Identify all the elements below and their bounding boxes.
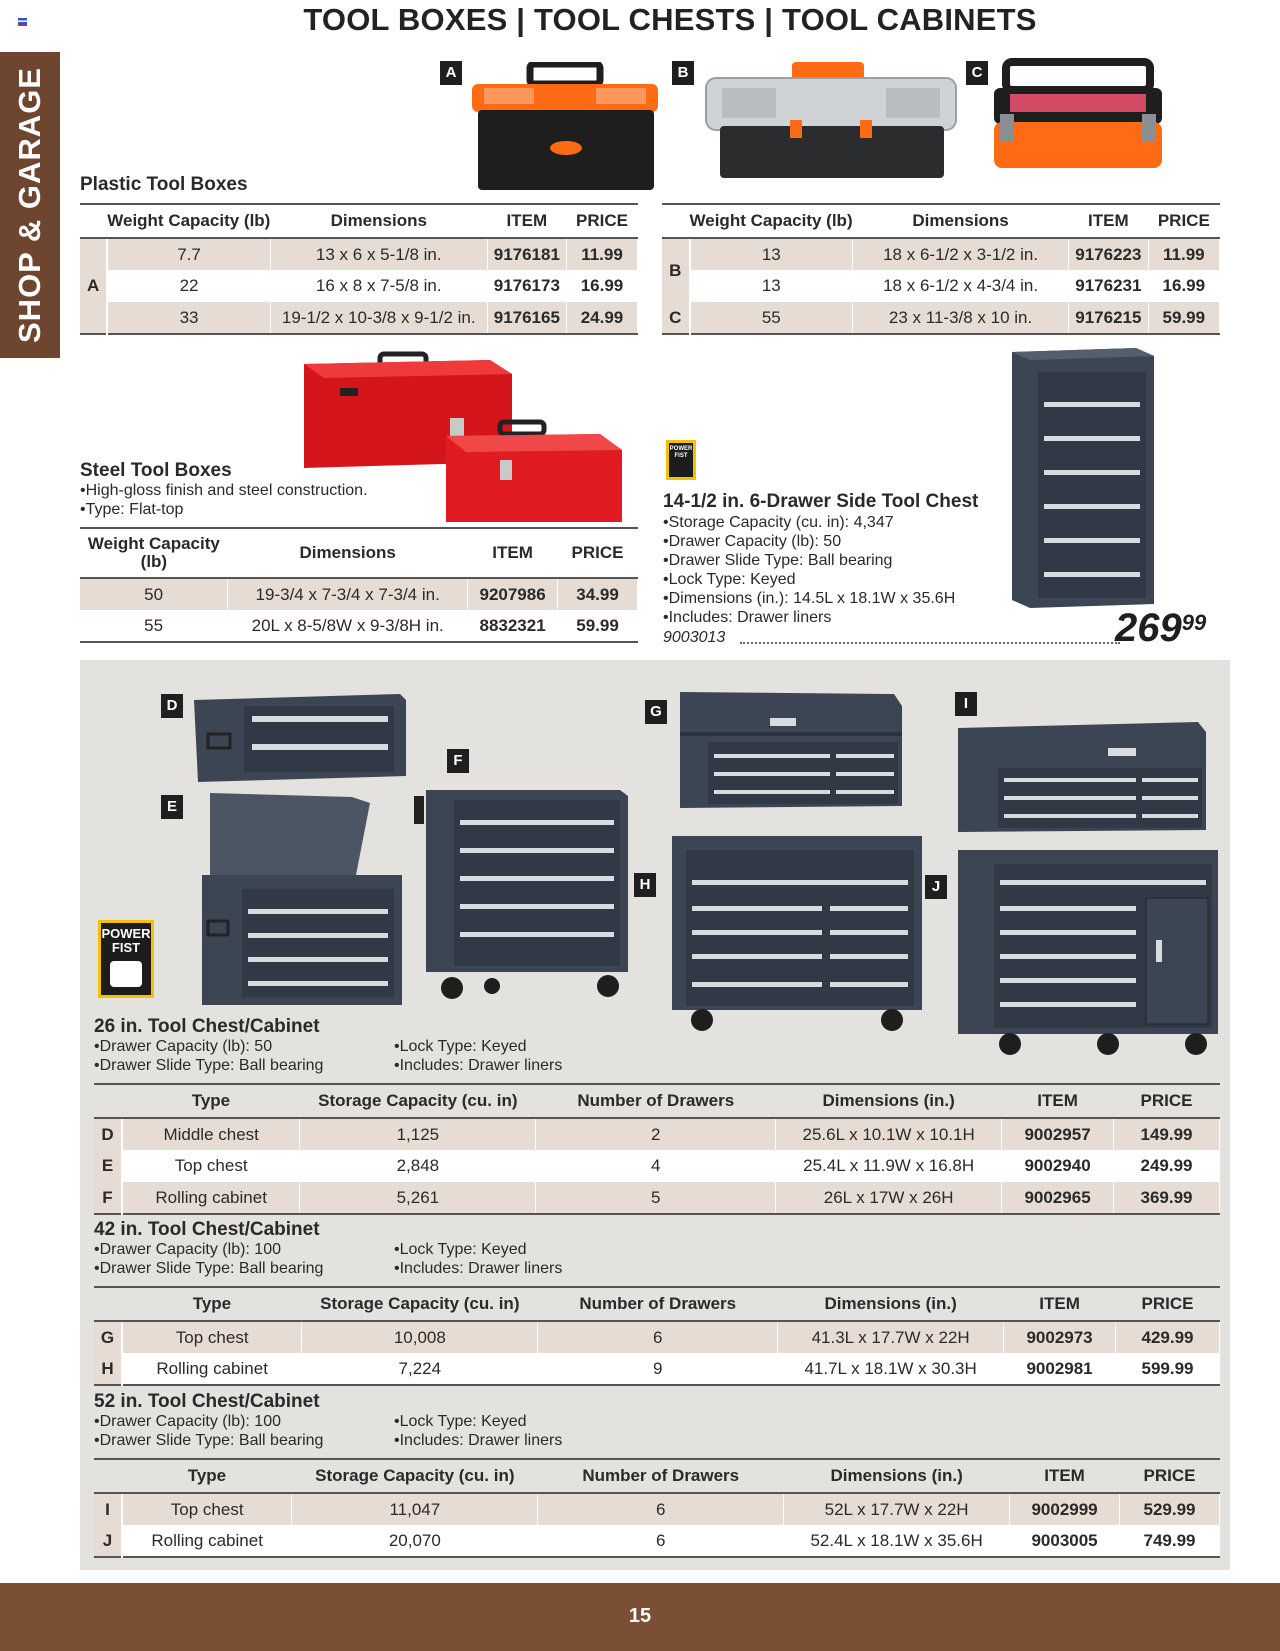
brand-text: FIST <box>674 453 688 459</box>
bullet-item: •Includes: Drawer liners <box>663 609 832 626</box>
rolling-cabinet-f-image <box>414 790 628 1002</box>
bullet-item: •Drawer Slide Type: Ball bearing <box>94 1260 324 1277</box>
side-chest-price <box>1115 606 1206 651</box>
bullet-item: •Lock Type: Keyed <box>394 1241 527 1258</box>
price-cell: 529.99 <box>1120 1493 1220 1525</box>
price-cell: 16.99 <box>1148 270 1219 302</box>
dimensions-cell: 52.4L x 18.1W x 35.6H <box>784 1525 1010 1557</box>
price-cell: 59.99 <box>1148 302 1219 334</box>
col-header: Number of Drawers <box>538 1459 784 1493</box>
type-cell: Middle chest <box>122 1118 300 1150</box>
power-fist-logo <box>98 920 154 998</box>
type-cell: Rolling cabinet <box>122 1182 300 1214</box>
price-cell: 749.99 <box>1120 1525 1220 1557</box>
weight-cell: 50 <box>80 578 228 610</box>
item-cell: 9176215 <box>1069 302 1149 334</box>
dimensions-cell: 20L x 8-5/8W x 9-3/8H in. <box>228 610 468 642</box>
col-header: PRICE <box>1114 1084 1220 1118</box>
price-cell: 149.99 <box>1114 1118 1220 1150</box>
item-cell: 9002981 <box>1004 1353 1116 1385</box>
dimensions-cell: 25.6L x 10.1W x 10.1H <box>776 1118 1002 1150</box>
chest-52-title: 52 in. Tool Chest/Cabinet <box>94 1391 320 1412</box>
col-header: PRICE <box>558 528 638 578</box>
bullet-item: •Lock Type: Keyed <box>394 1413 527 1430</box>
col-header: Dimensions <box>270 204 487 238</box>
side-chest-title: 14-1/2 in. 6-Drawer Side Tool Chest <box>663 491 979 512</box>
price-cell: 16.99 <box>567 270 638 302</box>
side-tool-chest-image <box>1012 348 1154 608</box>
row-letter: A <box>80 238 107 334</box>
bullet-item: •Lock Type: Keyed <box>663 571 796 588</box>
plastic-section-title: Plastic Tool Boxes <box>80 174 248 195</box>
dimensions-cell: 41.3L x 17.7W x 22H <box>778 1321 1004 1353</box>
bullet-item: •Dimensions (in.): 14.5L x 18.1W x 35.6H <box>663 590 956 607</box>
price-cell: 429.99 <box>1116 1321 1220 1353</box>
col-header: Number of Drawers <box>538 1287 778 1321</box>
type-cell: Top chest <box>122 1493 292 1525</box>
bullet-item: •Includes: Drawer liners <box>394 1057 563 1074</box>
row-letter: G <box>94 1321 122 1353</box>
table-row <box>94 1353 1220 1385</box>
item-cell: 9176223 <box>1069 238 1149 270</box>
drawers-cell: 9 <box>538 1353 778 1385</box>
table-row <box>80 302 638 334</box>
dimensions-cell: 18 x 6-1/2 x 4-3/4 in. <box>853 270 1069 302</box>
top-chest-g-image <box>680 692 904 810</box>
label-h: H <box>634 873 656 897</box>
fist-icon <box>110 961 142 987</box>
flag-icon <box>18 18 27 26</box>
col-header: PRICE <box>567 204 638 238</box>
brand-text: POWER <box>101 926 151 941</box>
rolling-cabinet-h-image <box>672 836 922 1032</box>
bullet-item: •Lock Type: Keyed <box>394 1038 527 1055</box>
steel-table <box>80 527 638 643</box>
col-header: Weight Capacity (lb) <box>107 204 270 238</box>
row-letter: C <box>662 302 690 334</box>
col-header: Number of Drawers <box>536 1084 776 1118</box>
label-c: C <box>966 61 988 85</box>
label-f: F <box>447 749 469 773</box>
item-cell: 9003005 <box>1010 1525 1120 1557</box>
label-i: I <box>955 692 977 716</box>
drawers-cell: 6 <box>538 1321 778 1353</box>
plastic-left-table <box>80 203 638 335</box>
item-cell: 9002940 <box>1002 1150 1114 1182</box>
capacity-cell: 10,008 <box>302 1321 538 1353</box>
col-header: ITEM <box>1004 1287 1116 1321</box>
table-row <box>80 238 638 270</box>
dimensions-cell: 52L x 17.7W x 22H <box>784 1493 1010 1525</box>
capacity-cell: 11,047 <box>292 1493 538 1525</box>
table-row <box>80 578 638 610</box>
row-letter: B <box>662 238 690 302</box>
chest-52-bullets-right <box>394 1412 562 1450</box>
table-row <box>94 1182 1220 1214</box>
price-cell: 59.99 <box>558 610 638 642</box>
col-header: Storage Capacity (cu. in) <box>292 1459 538 1493</box>
weight-cell: 7.7 <box>107 238 270 270</box>
price-cell: 249.99 <box>1114 1150 1220 1182</box>
dimensions-cell: 19-3/4 x 7-3/4 x 7-3/4 in. <box>228 578 468 610</box>
capacity-cell: 20,070 <box>292 1525 538 1557</box>
dimensions-cell: 23 x 11-3/8 x 10 in. <box>853 302 1069 334</box>
plastic-tool-box-c-image <box>990 58 1166 170</box>
section-side-tab <box>0 52 60 358</box>
label-d: D <box>161 694 183 718</box>
dimensions-cell: 26L x 17W x 26H <box>776 1182 1002 1214</box>
item-cell: 9002957 <box>1002 1118 1114 1150</box>
chest-42-bullets-right <box>394 1240 562 1278</box>
chest-26-title: 26 in. Tool Chest/Cabinet <box>94 1016 320 1037</box>
chest-42-table <box>94 1286 1220 1386</box>
plastic-tool-box-b-image <box>700 58 962 190</box>
capacity-cell: 1,125 <box>300 1118 536 1150</box>
drawers-cell: 2 <box>536 1118 776 1150</box>
type-cell: Rolling cabinet <box>122 1353 302 1385</box>
weight-cell: 55 <box>690 302 853 334</box>
middle-chest-d-image <box>194 694 408 782</box>
drawers-cell: 5 <box>536 1182 776 1214</box>
item-cell: 9176165 <box>487 302 566 334</box>
dimensions-cell: 25.4L x 11.9W x 16.8H <box>776 1150 1002 1182</box>
col-header: Weight Capacity (lb) <box>690 204 853 238</box>
price-leader-dots <box>740 642 1120 644</box>
page-number: 15 <box>628 1605 652 1627</box>
row-letter: D <box>94 1118 122 1150</box>
col-header: Dimensions <box>228 528 468 578</box>
capacity-cell: 2,848 <box>300 1150 536 1182</box>
dimensions-cell: 18 x 6-1/2 x 3-1/2 in. <box>853 238 1069 270</box>
weight-cell: 13 <box>690 270 853 302</box>
type-cell: Top chest <box>122 1321 302 1353</box>
brand-text: POWER <box>669 446 693 452</box>
col-header: ITEM <box>1069 204 1149 238</box>
row-letter: J <box>94 1525 122 1557</box>
label-a: A <box>440 61 462 85</box>
price-cents: 99 <box>1181 610 1207 635</box>
type-cell: Top chest <box>122 1150 300 1182</box>
plastic-right-table <box>662 203 1220 335</box>
price-cell: 599.99 <box>1116 1353 1220 1385</box>
price-cell: 24.99 <box>567 302 638 334</box>
item-cell: 9002965 <box>1002 1182 1114 1214</box>
dimensions-cell: 13 x 6 x 5-1/8 in. <box>270 238 487 270</box>
price-cell: 34.99 <box>558 578 638 610</box>
item-cell: 9176231 <box>1069 270 1149 302</box>
label-g: G <box>645 700 667 724</box>
col-header: PRICE <box>1148 204 1219 238</box>
side-chest-item-number: 9003013 <box>663 629 726 646</box>
row-letter: I <box>94 1493 122 1525</box>
item-cell: 9002999 <box>1010 1493 1120 1525</box>
col-header: Dimensions (in.) <box>778 1287 1004 1321</box>
row-letter: E <box>94 1150 122 1182</box>
col-header: Storage Capacity (cu. in) <box>300 1084 536 1118</box>
side-chest-bullets <box>663 513 955 627</box>
col-header: Type <box>122 1287 302 1321</box>
drawers-cell: 4 <box>536 1150 776 1182</box>
brand-text: FIST <box>111 940 141 955</box>
price-cell: 369.99 <box>1114 1182 1220 1214</box>
table-row <box>80 270 638 302</box>
top-chest-e-image <box>202 793 402 1005</box>
item-cell: 9002973 <box>1004 1321 1116 1353</box>
label-e: E <box>161 795 183 819</box>
steel-section-title: Steel Tool Boxes <box>80 460 232 481</box>
table-row <box>662 302 1220 334</box>
item-cell: 9176181 <box>487 238 566 270</box>
bullet-item: •Includes: Drawer liners <box>394 1432 563 1449</box>
table-row <box>94 1150 1220 1182</box>
dimensions-cell: 19-1/2 x 10-3/8 x 9-1/2 in. <box>270 302 487 334</box>
chest-42-bullets-left <box>94 1240 323 1278</box>
chest-26-table <box>94 1083 1220 1215</box>
row-letter: H <box>94 1353 122 1385</box>
label-j: J <box>925 875 947 899</box>
price-cell: 11.99 <box>1148 238 1219 270</box>
top-chest-i-image <box>958 722 1208 832</box>
col-header: PRICE <box>1116 1287 1220 1321</box>
chest-42-title: 42 in. Tool Chest/Cabinet <box>94 1219 320 1240</box>
price-dollars: 269 <box>1115 606 1182 650</box>
bullet-item: •Storage Capacity (cu. in): 4,347 <box>663 514 894 531</box>
bullet-item: •Drawer Slide Type: Ball bearing <box>94 1432 324 1449</box>
item-cell: 9176173 <box>487 270 566 302</box>
table-row <box>94 1118 1220 1150</box>
bullet-item: •Drawer Capacity (lb): 50 <box>663 533 842 550</box>
table-row <box>94 1525 1220 1557</box>
drawers-cell: 6 <box>538 1493 784 1525</box>
bullet-item: •Drawer Capacity (lb): 100 <box>94 1241 281 1258</box>
price-cell: 11.99 <box>567 238 638 270</box>
weight-cell: 13 <box>690 238 853 270</box>
table-row <box>662 238 1220 270</box>
weight-cell: 55 <box>80 610 228 642</box>
col-header: Weight Capacity (lb) <box>80 528 228 578</box>
bullet-item: •Drawer Slide Type: Ball bearing <box>663 552 893 569</box>
capacity-cell: 7,224 <box>302 1353 538 1385</box>
col-header: Dimensions (in.) <box>784 1459 1010 1493</box>
steel-bullet: •Type: Flat-top <box>80 501 184 518</box>
table-row <box>662 270 1220 302</box>
col-header: PRICE <box>1120 1459 1220 1493</box>
col-header: ITEM <box>468 528 558 578</box>
capacity-cell: 5,261 <box>300 1182 536 1214</box>
page-footer <box>0 1583 1280 1651</box>
col-header: Dimensions (in.) <box>776 1084 1002 1118</box>
bullet-item: •Drawer Capacity (lb): 100 <box>94 1413 281 1430</box>
col-header: ITEM <box>1010 1459 1120 1493</box>
table-row <box>94 1493 1220 1525</box>
bullet-item: •Drawer Slide Type: Ball bearing <box>94 1057 324 1074</box>
label-b: B <box>672 61 694 85</box>
row-letter: F <box>94 1182 122 1214</box>
col-header: Storage Capacity (cu. in) <box>302 1287 538 1321</box>
table-row <box>94 1321 1220 1353</box>
bullet-item: •Drawer Capacity (lb): 50 <box>94 1038 273 1055</box>
weight-cell: 33 <box>107 302 270 334</box>
page-title: TOOL BOXES | TOOL CHESTS | TOOL CABINETS <box>303 2 1037 37</box>
drawers-cell: 6 <box>538 1525 784 1557</box>
table-row <box>80 610 638 642</box>
col-header: Dimensions <box>853 204 1069 238</box>
plastic-tool-box-a-image <box>468 62 663 194</box>
chest-52-table <box>94 1458 1220 1558</box>
chest-26-bullets-right <box>394 1037 562 1075</box>
dimensions-cell: 16 x 8 x 7-5/8 in. <box>270 270 487 302</box>
dimensions-cell: 41.7L x 18.1W x 30.3H <box>778 1353 1004 1385</box>
item-cell: 8832321 <box>468 610 558 642</box>
rolling-cabinet-j-image <box>958 850 1218 1058</box>
col-header: Type <box>122 1084 300 1118</box>
chest-52-bullets-left <box>94 1412 323 1450</box>
col-header: ITEM <box>1002 1084 1114 1118</box>
side-tab-label: SHOP & GARAGE <box>12 67 47 343</box>
chest-26-bullets-left <box>94 1037 323 1075</box>
col-header: Type <box>122 1459 292 1493</box>
type-cell: Rolling cabinet <box>122 1525 292 1557</box>
col-header: ITEM <box>487 204 566 238</box>
weight-cell: 22 <box>107 270 270 302</box>
item-cell: 9207986 <box>468 578 558 610</box>
power-fist-logo-small <box>666 440 696 480</box>
bullet-item: •Includes: Drawer liners <box>394 1260 563 1277</box>
steel-bullet: •High-gloss finish and steel construction. <box>80 482 368 499</box>
